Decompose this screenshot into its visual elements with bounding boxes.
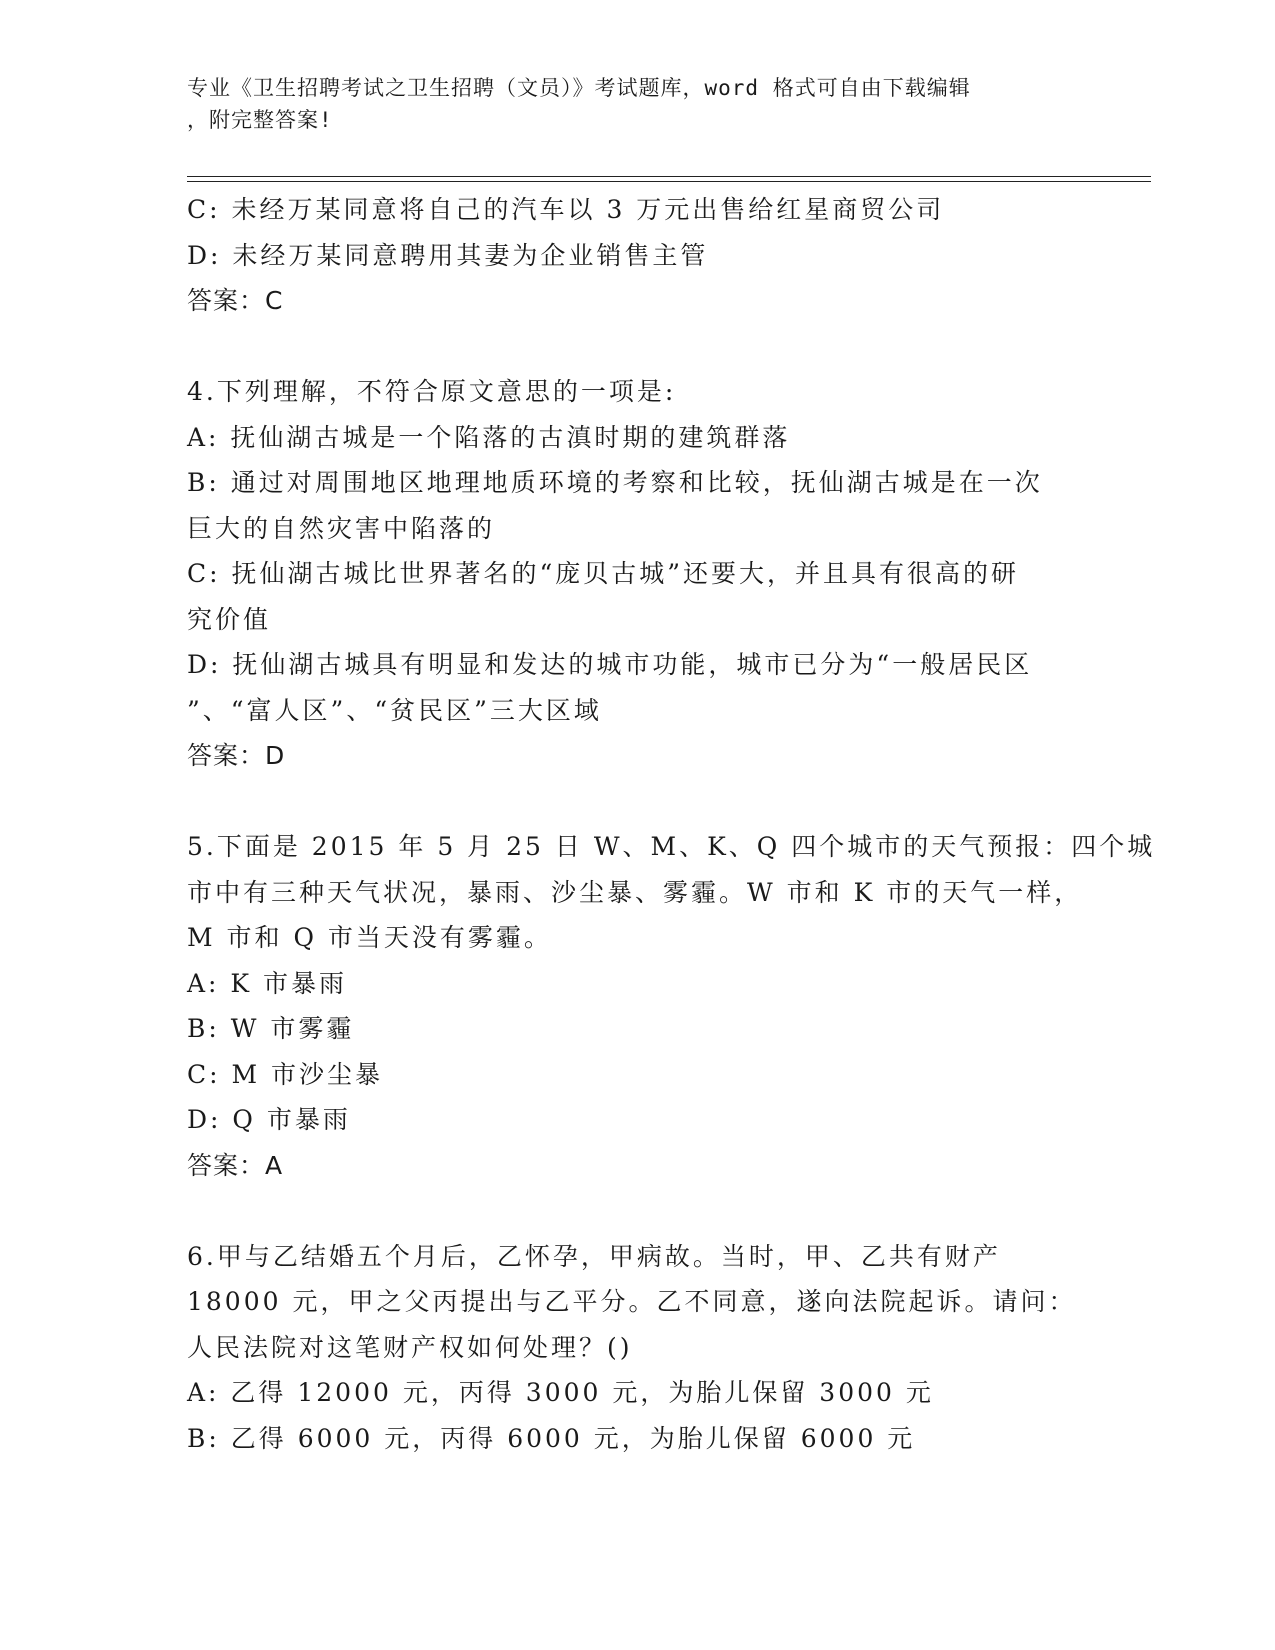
q6-stem-line-3: 人民法院对这笔财产权如何处理？(): [187, 1332, 633, 1362]
q4-stem: 4.下列理解，不符合原文意思的一项是:: [187, 377, 677, 406]
q4-option-b-line-2: 巨大的自然灾害中陷落的: [187, 513, 496, 543]
header-title-line-2: ，附完整答案!: [187, 108, 333, 132]
q6-option-a: A: 乙得 12000 元，丙得 3000 元，为胎儿保留 3000 元: [187, 1378, 934, 1407]
q4-option-d-line-1: D: 抚仙湖古城具有明显和发达的城市功能，城市已分为“一般居民区: [187, 650, 1033, 679]
q5-option-b: B: W 市雾霾: [187, 1014, 355, 1043]
header-divider-top: [187, 176, 1151, 177]
spacer: [187, 324, 1087, 370]
header-divider-bottom: [187, 181, 1151, 182]
q4-option-c-line-2: 究价值: [187, 604, 272, 634]
spacer: [187, 1188, 1087, 1234]
q3-option-d: D: 未经万某同意聘用其妻为企业销售主管: [187, 240, 709, 270]
document-header: [187, 72, 1087, 136]
q5-stem-line-2: 市中有三种天气状况，暴雨、沙尘暴、雾霾。W 市和 K 市的天气一样，: [187, 877, 1083, 907]
q5-option-c: C: M 市沙尘暴: [187, 1059, 384, 1089]
q5-answer: 答案：A: [187, 1150, 284, 1180]
q3-option-c: C: 未经万某同意将自己的汽车以 3 万元出售给红星商贸公司: [187, 195, 945, 224]
q5-stem-line-1: 5.下面是 2015 年 5 月 25 日 W、M、K、Q 四个城市的天气预报：四个城: [187, 832, 1156, 861]
q5-option-d: D: Q 市暴雨: [187, 1105, 351, 1134]
q4-option-b-line-1: B: 通过对周围地区地理地质环境的考察和比较，抚仙湖古城是在一次: [187, 468, 1043, 497]
q6-stem-line-1: 6.甲与乙结婚五个月后，乙怀孕，甲病故。当时，甲、乙共有财产: [187, 1241, 1001, 1271]
q4-option-a: A: 抚仙湖古城是一个陷落的古滇时期的建筑群落: [187, 422, 791, 452]
question-6-block: [187, 1234, 1087, 1462]
question-4-block: [187, 369, 1087, 779]
q4-option-d-line-2: ”、“富人区”、“贫民区”三大区域: [187, 695, 602, 725]
spacer: [187, 779, 1087, 825]
header-title-line-1: 专业《卫生招聘考试之卫生招聘（文员）》考试题库，word 格式可自由下载编辑: [187, 76, 971, 100]
q4-option-c-line-1: C: 抚仙湖古城比世界著名的“庞贝古城”还要大，并且具有很高的研: [187, 559, 1020, 588]
q6-stem-line-2: 18000 元，甲之父丙提出与乙平分。乙不同意，遂向法院起诉。请问：: [187, 1287, 1077, 1316]
q3-answer: 答案：C: [187, 286, 284, 315]
document-body: [187, 187, 1156, 1461]
q4-answer: 答案：D: [187, 741, 286, 770]
q6-option-b: B: 乙得 6000 元，丙得 6000 元，为胎儿保留 6000 元: [187, 1423, 916, 1453]
q5-stem-line-3: M 市和 Q 市当天没有雾霾。: [187, 923, 552, 952]
question-3-block: [187, 187, 1087, 324]
question-5-block: [187, 824, 1156, 1188]
q5-option-a: A: K 市暴雨: [187, 968, 348, 998]
